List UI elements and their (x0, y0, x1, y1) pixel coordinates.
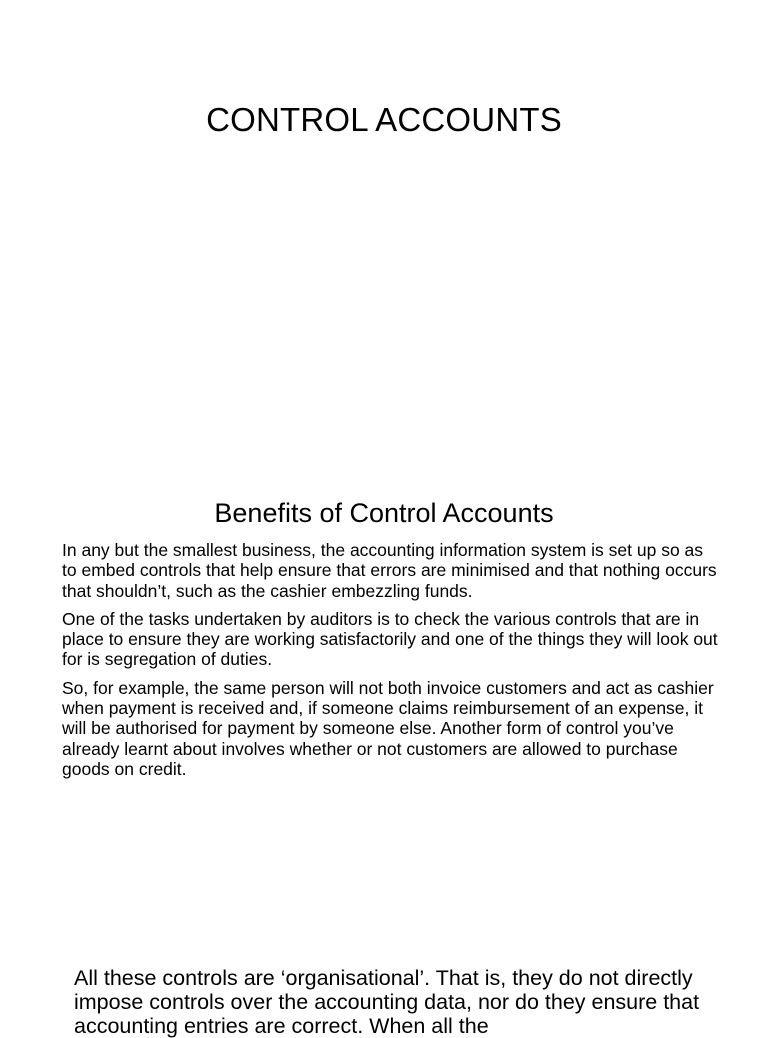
slide-organisational-controls (0, 940, 768, 1038)
slide-body (74, 966, 714, 1038)
section-heading: Benefits of Control Accounts (214, 498, 554, 528)
slide-title (0, 0, 768, 460)
document-title: CONTROL ACCOUNTS (206, 101, 562, 138)
paragraph: All these controls are ‘organisational’. That is, they do not directly impose controls over the accounting data, nor do they ensure that accounting entries are correct. When all the (74, 966, 700, 1038)
paragraph: So, for example, the same person will not both invoice customers and act as cashier when payment is received and, if someone claims reimbursement of an expense, it will be authorised for payment by someone else. Another form of control you’ve already learnt about involves whether or not customers are allowed to purchase goods on credit. (62, 677, 714, 779)
paragraph: One of the tasks undertaken by auditors is to check the various controls that are in place to ensure they are working satisfactorily and one of the things they will look out for is segregation of duties. (62, 608, 718, 670)
slide-benefits (0, 460, 768, 940)
slide-body (62, 540, 722, 787)
paragraph: In any but the smallest business, the accounting information system is set up so as to embed controls that help ensure that errors are minimised and that nothing occurs that shouldn’t, such as the cashier embezzling funds. (62, 540, 717, 601)
